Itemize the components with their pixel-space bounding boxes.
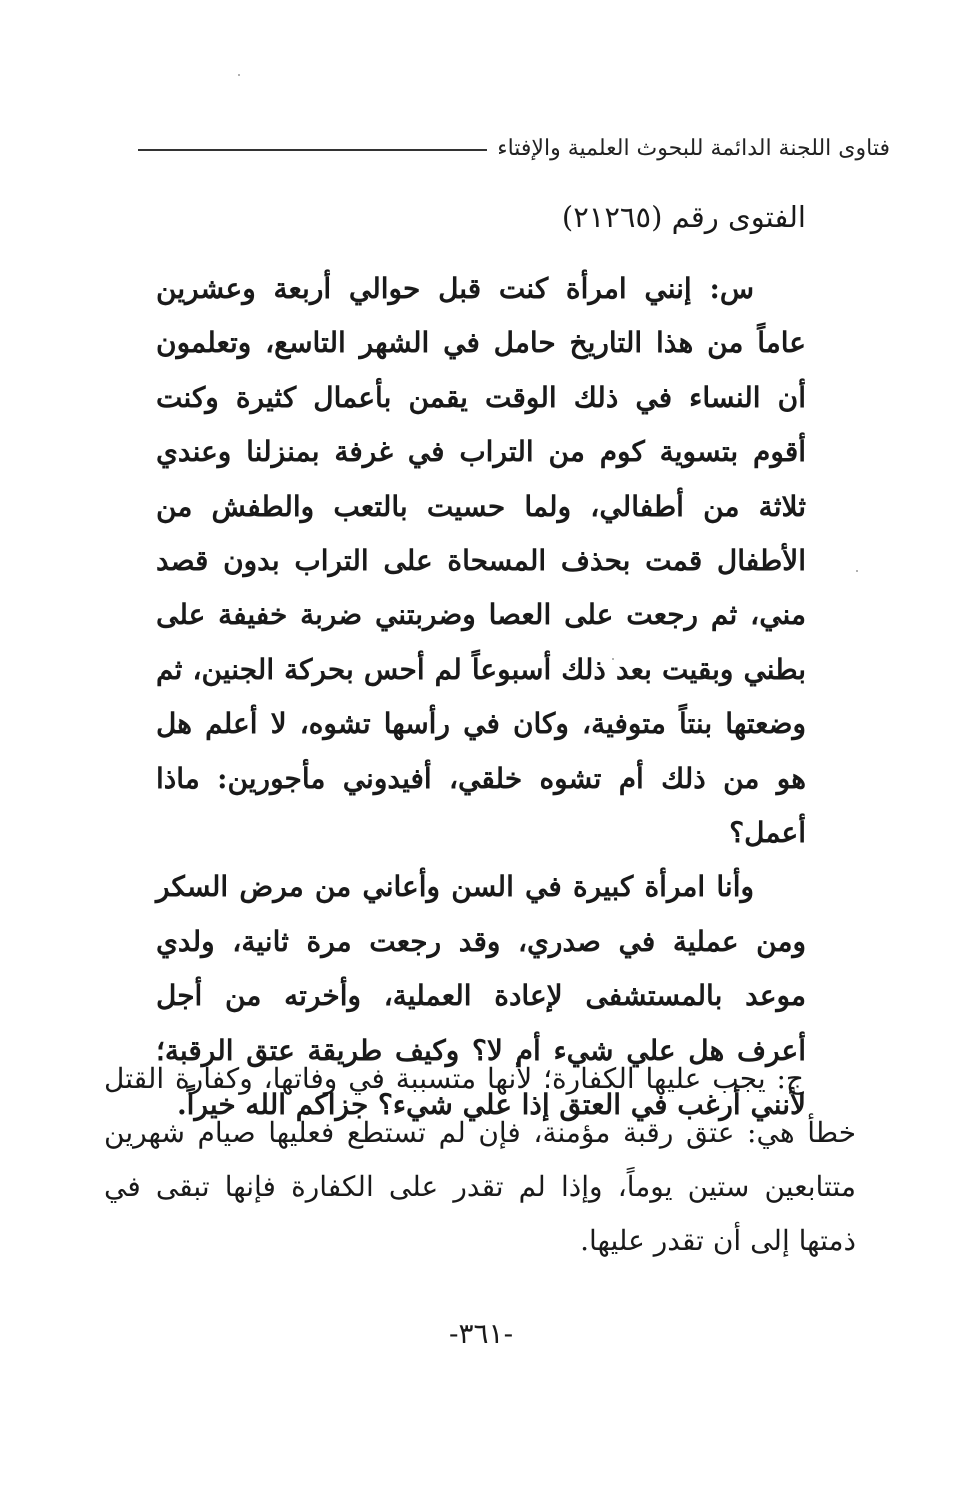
scan-speck (856, 570, 858, 572)
running-head-title: فتاوى اللجنة الدائمة للبحوث العلمية والإفتاء (497, 135, 890, 161)
question-block (156, 262, 806, 1133)
page-number (0, 1312, 962, 1356)
fatwa-number: الفتوى رقم (٢١٢٦٥) (561, 200, 806, 234)
scan-speck (238, 74, 240, 76)
answer-block (104, 1052, 856, 1268)
page-number-text: -٣٦١- (448, 1317, 514, 1350)
answer-paragraph: ج: يجب عليها الكفارة؛ لأنها متسببة في وفاتها، وكفارة القتل خطأ هي: عتق رقبة مؤمنة، فإن لم تستطع فعليها صيام شهرين متتابعين ستين يوماً، وإذا لم تقدر على الكفارة فإنها تبقى في ذمتها إلى أن تقدر عليها. (104, 1062, 856, 1257)
running-head-rule (138, 149, 487, 151)
question-paragraph-1: س: إنني امرأة كنت قبل حوالي أربعة وعشرين عاماً من هذا التاريخ حامل في الشهر التاسع، وتعلمون أن النساء في ذلك الوقت يقمن بأعمال كثيرة وكنت أقوم بتسوية كوم من التراب في غرفة بمنزلنا وعندي ثلاثة من أطفالي، ولما حسيت بالتعب والطفش من الأطفال قمت بحذف المسحاة على التراب بدون قصد مني، ثم رجعت على العصا وضربتني ضربة خفيفة على بطني وبقيت بعد ذلك أسبوعاً لم أحس بحركة الجنين، ثم وضعتها بنتاً متوفية، وكان في رأسها تشوه، لا أعلم هل هو من ذلك أم تشوه خلقي، أفيدوني مأجورين: ماذا أعمل؟ (156, 272, 806, 850)
running-head (138, 128, 890, 168)
question-paragraph-2: وأنا امرأة كبيرة في السن وأعاني من مرض السكر ومن عملية في صدري، وقد رجعت مرة ثانية، ولدي موعد بالمستشفى لإعادة العملية، وأخرته من أجل أعرف هل علي شيء أم لا؟ وكيف طريقة عتق الرقبة؛ لأنني أرغب في العتق إذا علي شيء؟ جزاكم الله خيراً. (156, 870, 806, 1122)
